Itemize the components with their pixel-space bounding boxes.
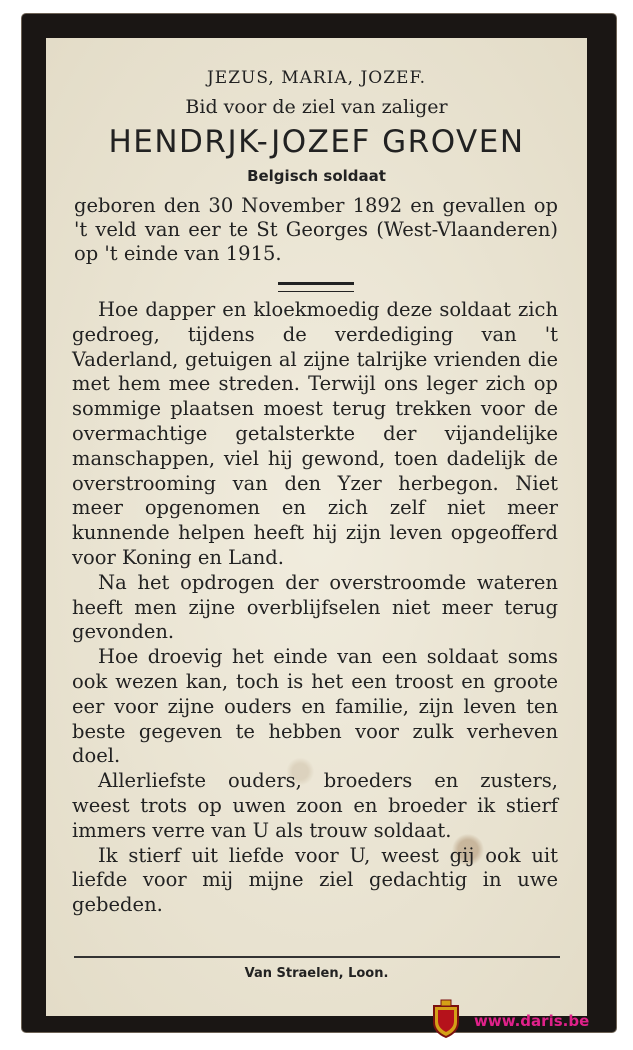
crest-icon	[430, 998, 462, 1038]
deceased-name: HENDRJK-JOZEF GROVEN	[108, 124, 525, 160]
body-text	[72, 298, 558, 918]
invocation-heading: JEZUS, MARIA, JOZEF.	[206, 68, 427, 88]
bottom-divider	[74, 956, 560, 958]
birth-death-text: geboren den 30 November 1892 en gevallen op 't veld van eer te St Georges (West-Vlaanderen) op 't einde van 1915.	[74, 194, 558, 265]
watermark: www.daris.be	[474, 1012, 590, 1030]
paragraph: Hoe droevig het einde van een soldaat soms ook wezen kan, toch is het een troost en groote eer voor zijne ouders en familie, zijn leven ten beste gegeven te hebben voor zulk verheven doel.	[72, 645, 558, 768]
deceased-title: Belgisch soldaat	[247, 167, 386, 185]
printer-credit: Van Straelen, Loon.	[244, 966, 389, 981]
paragraph: Ik stierf uit liefde voor U, weest gij ook uit liefde voor mij mijne ziel gedachtig in uwe gebeden.	[72, 843, 558, 917]
prayer-line: Bid voor de ziel van zaliger	[185, 96, 448, 118]
short-divider	[278, 282, 354, 292]
mourning-card	[46, 38, 587, 1016]
paragraph: Hoe dapper en kloekmoedig deze soldaat zich gedroeg, tijdens de verdediging van 't Vaderland, getuigen al zijne talrijke vrienden die met hem mee streden. Terwijl ons leger zich op sommige plaatsen moest terug trekken voor de overmachtige getalsterkte der vijandelijke manschappen, viel hij gewond, toen dadelijk de overstrooming van den Yzer herbegon. Niet meer opgenomen en zich zelf niet meer kunnende helpen heeft hij zijn leven opgeofferd voor Koning en Land.	[72, 298, 558, 569]
paragraph: Allerliefste ouders, broeders en zusters, weest trots op uwen zoon en broeder ik stierf immers verre van U als trouw soldaat.	[72, 769, 558, 842]
paragraph: Na het opdrogen der overstroomde wateren heeft men zijne overblijfselen niet meer terug gevonden.	[72, 570, 558, 644]
